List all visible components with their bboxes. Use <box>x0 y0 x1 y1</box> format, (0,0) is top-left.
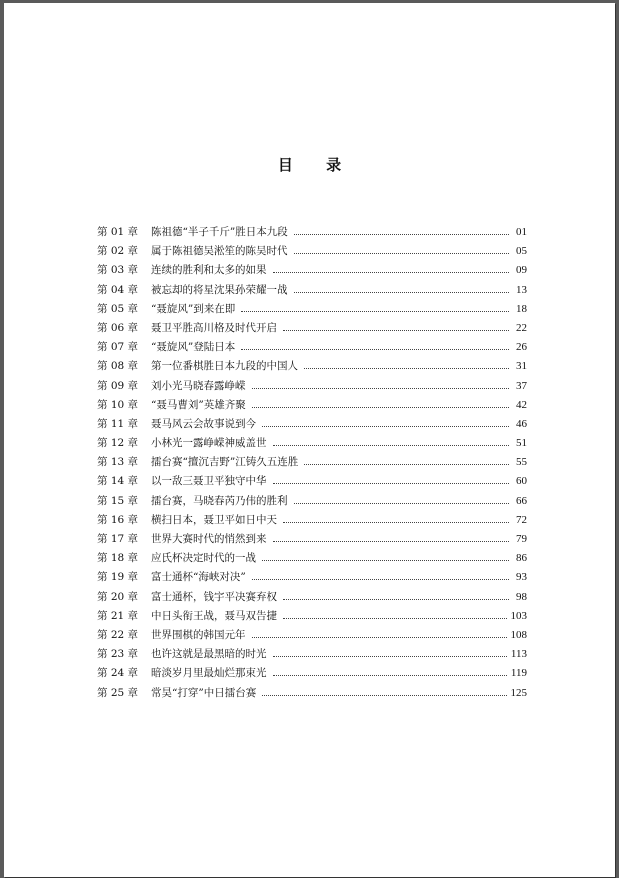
dot-leader <box>283 599 509 600</box>
page-number: 55 <box>516 456 527 469</box>
dot-leader <box>241 311 509 312</box>
page-number: 42 <box>516 398 527 411</box>
chapter-number: 第 01 章 <box>97 226 139 238</box>
chapter-title: 横扫日本，聂卫平如日中天 <box>151 513 277 526</box>
chapter-number: 第 10 章 <box>97 398 139 411</box>
chapter-number: 第 18 章 <box>97 552 139 565</box>
page-number: 119 <box>510 667 527 680</box>
dot-leader <box>273 675 507 676</box>
chapter-number: 第 11 章 <box>97 417 139 430</box>
document-page <box>4 3 615 877</box>
chapter-number: 第 02 章 <box>97 245 139 258</box>
toc-entry[interactable] <box>97 301 527 320</box>
toc-entry[interactable] <box>97 358 527 377</box>
page-number: 01 <box>516 226 527 238</box>
chapter-number: 第 16 章 <box>97 513 139 526</box>
dot-leader <box>283 618 507 619</box>
page-number: 125 <box>510 686 527 699</box>
chapter-title: 第一位番棋胜日本九段的中国人 <box>151 360 298 373</box>
dot-leader <box>241 349 509 350</box>
toc-entry[interactable] <box>97 473 527 492</box>
toc-entry[interactable] <box>97 493 527 512</box>
chapter-number: 第 09 章 <box>97 379 139 392</box>
chapter-title: “聂旋风”到来在即 <box>151 302 236 315</box>
chapter-title: 暗淡岁月里最灿烂那束光 <box>151 667 267 680</box>
page-number: 22 <box>516 321 527 334</box>
chapter-title: 属于陈祖德吴淞笙的陈吴时代 <box>151 245 288 258</box>
toc-entry[interactable] <box>97 262 527 281</box>
page-number: 72 <box>516 513 527 526</box>
chapter-title: “聂马曹刘”英雄齐聚 <box>151 398 246 411</box>
dot-leader <box>294 253 510 254</box>
page-number: 26 <box>516 341 527 354</box>
dot-leader <box>273 541 510 542</box>
chapter-number: 第 23 章 <box>97 648 139 661</box>
chapter-title: 世界围棋的韩国元年 <box>151 628 246 641</box>
chapter-title: 被忘却的将星沈果孙荣耀一战 <box>151 283 288 296</box>
page-number: 113 <box>510 648 527 661</box>
page-number: 18 <box>516 302 527 315</box>
chapter-title: 小林光一露峥嵘神威盖世 <box>151 437 267 450</box>
chapter-number: 第 14 章 <box>97 475 139 488</box>
chapter-title: 聂马风云会故事说到今 <box>151 417 256 430</box>
dot-leader <box>262 695 506 696</box>
chapter-title: 中日头衔王战，聂马双告捷 <box>151 609 277 622</box>
chapter-title: 也许这就是最黑暗的时光 <box>151 648 267 661</box>
chapter-number: 第 21 章 <box>97 609 139 622</box>
dot-leader <box>252 388 510 389</box>
chapter-number: 第 12 章 <box>97 437 139 450</box>
chapter-title: 陈祖德“半子千斤”胜日本九段 <box>151 226 288 238</box>
chapter-number: 第 22 章 <box>97 628 139 641</box>
chapter-number: 第 25 章 <box>97 686 139 699</box>
page-number: 46 <box>516 417 527 430</box>
chapter-title: 应氏杯决定时代的一战 <box>151 552 256 565</box>
chapter-number: 第 04 章 <box>97 283 139 296</box>
dot-leader <box>294 503 510 504</box>
toc-entry[interactable] <box>97 589 527 608</box>
dot-leader <box>262 560 509 561</box>
toc-entry[interactable] <box>97 685 527 704</box>
toc-entry[interactable] <box>97 531 527 550</box>
toc-entry[interactable] <box>97 416 527 435</box>
toc-entry[interactable] <box>97 608 527 627</box>
chapter-number: 第 15 章 <box>97 494 139 507</box>
chapter-number: 第 06 章 <box>97 321 139 334</box>
chapter-number: 第 03 章 <box>97 264 139 277</box>
dot-leader <box>273 483 510 484</box>
toc-entry[interactable] <box>97 282 527 301</box>
dot-leader <box>304 464 509 465</box>
toc-entry[interactable] <box>97 339 527 358</box>
chapter-title: 常昊“打穿”中日擂台赛 <box>151 686 257 699</box>
toc-entry[interactable] <box>97 665 527 684</box>
page-number: 108 <box>510 628 527 641</box>
chapter-title: 聂卫平胜高川格及时代开启 <box>151 321 277 334</box>
chapter-number: 第 08 章 <box>97 360 139 373</box>
toc-entry[interactable] <box>97 224 527 243</box>
dot-leader <box>294 292 510 293</box>
toc-entry[interactable] <box>97 569 527 588</box>
chapter-title: 以一敌三聂卫平独守中华 <box>151 475 267 488</box>
chapter-title: 连续的胜利和太多的如果 <box>151 264 267 277</box>
page-number: 37 <box>516 379 527 392</box>
page-number: 98 <box>516 590 527 603</box>
toc-entry[interactable] <box>97 550 527 569</box>
chapter-number: 第 20 章 <box>97 590 139 603</box>
page-number: 51 <box>516 437 527 450</box>
dot-leader <box>252 637 507 638</box>
page-number: 09 <box>516 264 527 277</box>
page-number: 66 <box>516 494 527 507</box>
chapter-number: 第 17 章 <box>97 533 139 545</box>
toc-entry[interactable] <box>97 243 527 262</box>
chapter-title: “聂旋风”登陆日本 <box>151 341 236 354</box>
chapter-title: 富士通杯“海峡对决” <box>151 571 246 584</box>
dot-leader <box>273 272 510 273</box>
dot-leader <box>252 407 509 408</box>
dot-leader <box>273 445 510 446</box>
chapter-title: 世界大赛时代的悄然到来 <box>151 533 267 545</box>
page-number: 86 <box>516 552 527 565</box>
chapter-title: 富士通杯，钱宇平决赛弃权 <box>151 590 277 603</box>
page-number: 103 <box>510 609 527 622</box>
chapter-number: 第 07 章 <box>97 341 139 354</box>
toc-list <box>97 224 527 704</box>
dot-leader <box>273 656 507 657</box>
chapter-title: 擂台赛“擅沉吉野”江铸久五连胜 <box>151 456 299 469</box>
chapter-title: 刘小光马晓春露峥嵘 <box>151 379 246 392</box>
page-number: 31 <box>516 360 527 373</box>
dot-leader <box>283 522 509 523</box>
dot-leader <box>262 426 509 427</box>
page-number: 13 <box>516 283 527 296</box>
toc-entry[interactable] <box>97 627 527 646</box>
toc-entry[interactable] <box>97 320 527 339</box>
toc-entry[interactable] <box>97 454 527 473</box>
dot-leader <box>294 234 509 235</box>
chapter-number: 第 19 章 <box>97 571 139 584</box>
toc-entry[interactable] <box>97 435 527 454</box>
dot-leader <box>304 368 509 369</box>
page-number: 79 <box>516 533 527 545</box>
toc-entry[interactable] <box>97 397 527 416</box>
chapter-number: 第 05 章 <box>97 302 139 315</box>
chapter-number: 第 13 章 <box>97 456 139 469</box>
toc-entry[interactable] <box>97 512 527 531</box>
toc-title: 目 录 <box>277 156 356 174</box>
chapter-title: 擂台赛，马晓春芮乃伟的胜利 <box>151 494 288 507</box>
page-number: 60 <box>516 475 527 488</box>
toc-entry[interactable] <box>97 646 527 665</box>
toc-entry[interactable] <box>97 378 527 397</box>
dot-leader <box>252 579 509 580</box>
dot-leader <box>283 330 509 331</box>
chapter-number: 第 24 章 <box>97 667 139 680</box>
page-number: 93 <box>516 571 527 584</box>
page-number: 05 <box>516 245 527 258</box>
